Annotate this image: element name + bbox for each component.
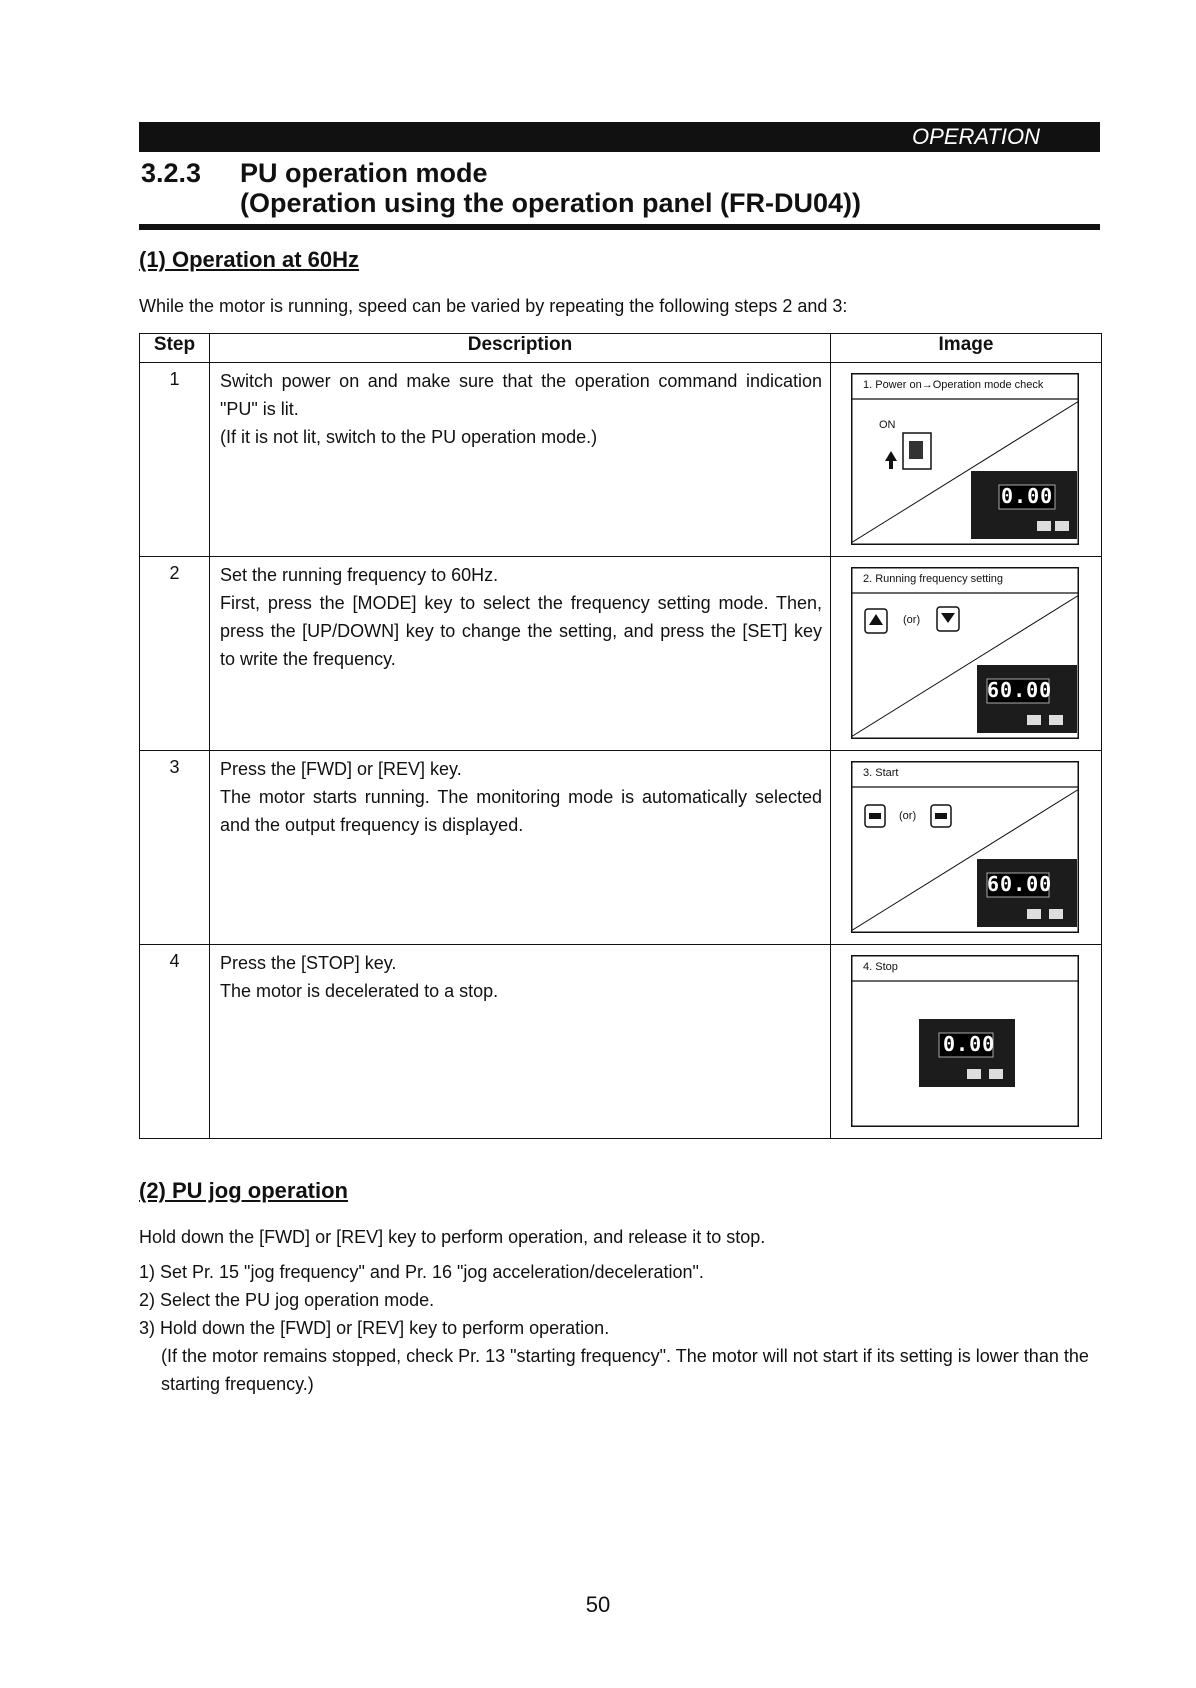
column-header-image: Image bbox=[831, 334, 1102, 363]
table-row bbox=[140, 557, 1102, 751]
description-line: Set the running frequency to 60Hz. bbox=[220, 565, 499, 585]
image-caption: 2. Running frequency setting bbox=[863, 573, 1004, 585]
page-number: 50 bbox=[585, 1592, 611, 1617]
steps-table bbox=[139, 333, 1102, 1139]
section-title-line-2: (Operation using the operation panel (FR-DU04)) bbox=[240, 188, 862, 218]
panel-display-value: 60.00 bbox=[987, 678, 1053, 702]
table-header-row bbox=[140, 334, 1102, 363]
description-line: Press the [STOP] key. bbox=[220, 953, 397, 973]
panel-display-value: 0.00 bbox=[1001, 484, 1054, 508]
description-line: First, press the [MODE] key to select the frequency setting mode. Then, press the [UP/DOWN] key to change the setting, and press the [SET] key to write the frequency. bbox=[220, 593, 822, 669]
step-image bbox=[851, 567, 1079, 739]
step-image-cell bbox=[831, 557, 1102, 751]
step-number: 1 bbox=[140, 363, 210, 557]
step-image bbox=[851, 955, 1079, 1127]
section-number: 3.2.3 bbox=[141, 158, 202, 188]
description-line: Switch power on and make sure that the operation command indication "PU" is lit. bbox=[220, 371, 822, 419]
section-title bbox=[240, 158, 861, 218]
step-image bbox=[851, 761, 1079, 933]
jog-intro-paragraph: Hold down the [FWD] or [REV] key to perform operation, and release it to stop. bbox=[139, 1227, 766, 1247]
step-description bbox=[210, 751, 831, 945]
image-caption: 4. Stop bbox=[863, 961, 898, 973]
step-description bbox=[210, 945, 831, 1139]
image-note: ON bbox=[879, 419, 896, 431]
step-number: 2 bbox=[140, 557, 210, 751]
description-line: (If it is not lit, switch to the PU operation mode.) bbox=[220, 427, 598, 447]
panel-display-value: 60.00 bbox=[987, 872, 1053, 896]
step-number: 3 bbox=[140, 751, 210, 945]
step-description bbox=[210, 557, 831, 751]
step-image-cell bbox=[831, 363, 1102, 557]
step-image bbox=[851, 373, 1079, 545]
list-item: 3) Hold down the [FWD] or [REV] key to perform operation. bbox=[139, 1318, 610, 1338]
description-line: The motor starts running. The monitoring mode is automatically selected and the output frequency is displayed. bbox=[220, 787, 822, 835]
subheading-pu-jog: (2) PU jog operation bbox=[139, 1178, 348, 1203]
image-caption: 1. Power on→Operation mode check bbox=[863, 379, 1044, 391]
description-line: Press the [FWD] or [REV] key. bbox=[220, 759, 462, 779]
chapter-header-text: OPERATION bbox=[912, 124, 1040, 149]
subheading-operation-60hz: (1) Operation at 60Hz bbox=[139, 247, 360, 272]
chapter-header-bar bbox=[139, 122, 1100, 152]
table-row bbox=[140, 945, 1102, 1139]
column-header-step: Step bbox=[140, 334, 210, 363]
panel-illustration bbox=[851, 567, 1079, 739]
image-note: (or) bbox=[899, 810, 917, 822]
panel-illustration bbox=[851, 761, 1079, 933]
step-description bbox=[210, 363, 831, 557]
table-row bbox=[140, 751, 1102, 945]
image-caption: 3. Start bbox=[863, 767, 899, 779]
step-image-cell bbox=[831, 751, 1102, 945]
section-rule bbox=[139, 224, 1100, 230]
step-number: 4 bbox=[140, 945, 210, 1139]
image-note: (or) bbox=[903, 614, 921, 626]
section-title-line-1: PU operation mode bbox=[240, 158, 488, 188]
column-header-description: Description bbox=[210, 334, 831, 363]
panel-illustration bbox=[851, 373, 1079, 545]
list-item: 1) Set Pr. 15 "jog frequency" and Pr. 16 "jog acceleration/deceleration". bbox=[139, 1262, 704, 1282]
panel-display-value: 0.00 bbox=[943, 1032, 996, 1056]
table-row bbox=[140, 363, 1102, 557]
list-item-note: (If the motor remains stopped, check Pr. 13 "starting frequency". The motor will not start if its setting is lower than the starting frequency.) bbox=[161, 1346, 1089, 1394]
up-arrow-icon bbox=[885, 451, 897, 469]
list-item: 2) Select the PU jog operation mode. bbox=[139, 1290, 435, 1310]
description-line: The motor is decelerated to a stop. bbox=[220, 981, 499, 1001]
step-image-cell bbox=[831, 945, 1102, 1139]
intro-paragraph: While the motor is running, speed can be varied by repeating the following steps 2 and 3: bbox=[139, 296, 848, 316]
jog-steps-list bbox=[139, 1258, 1099, 1398]
